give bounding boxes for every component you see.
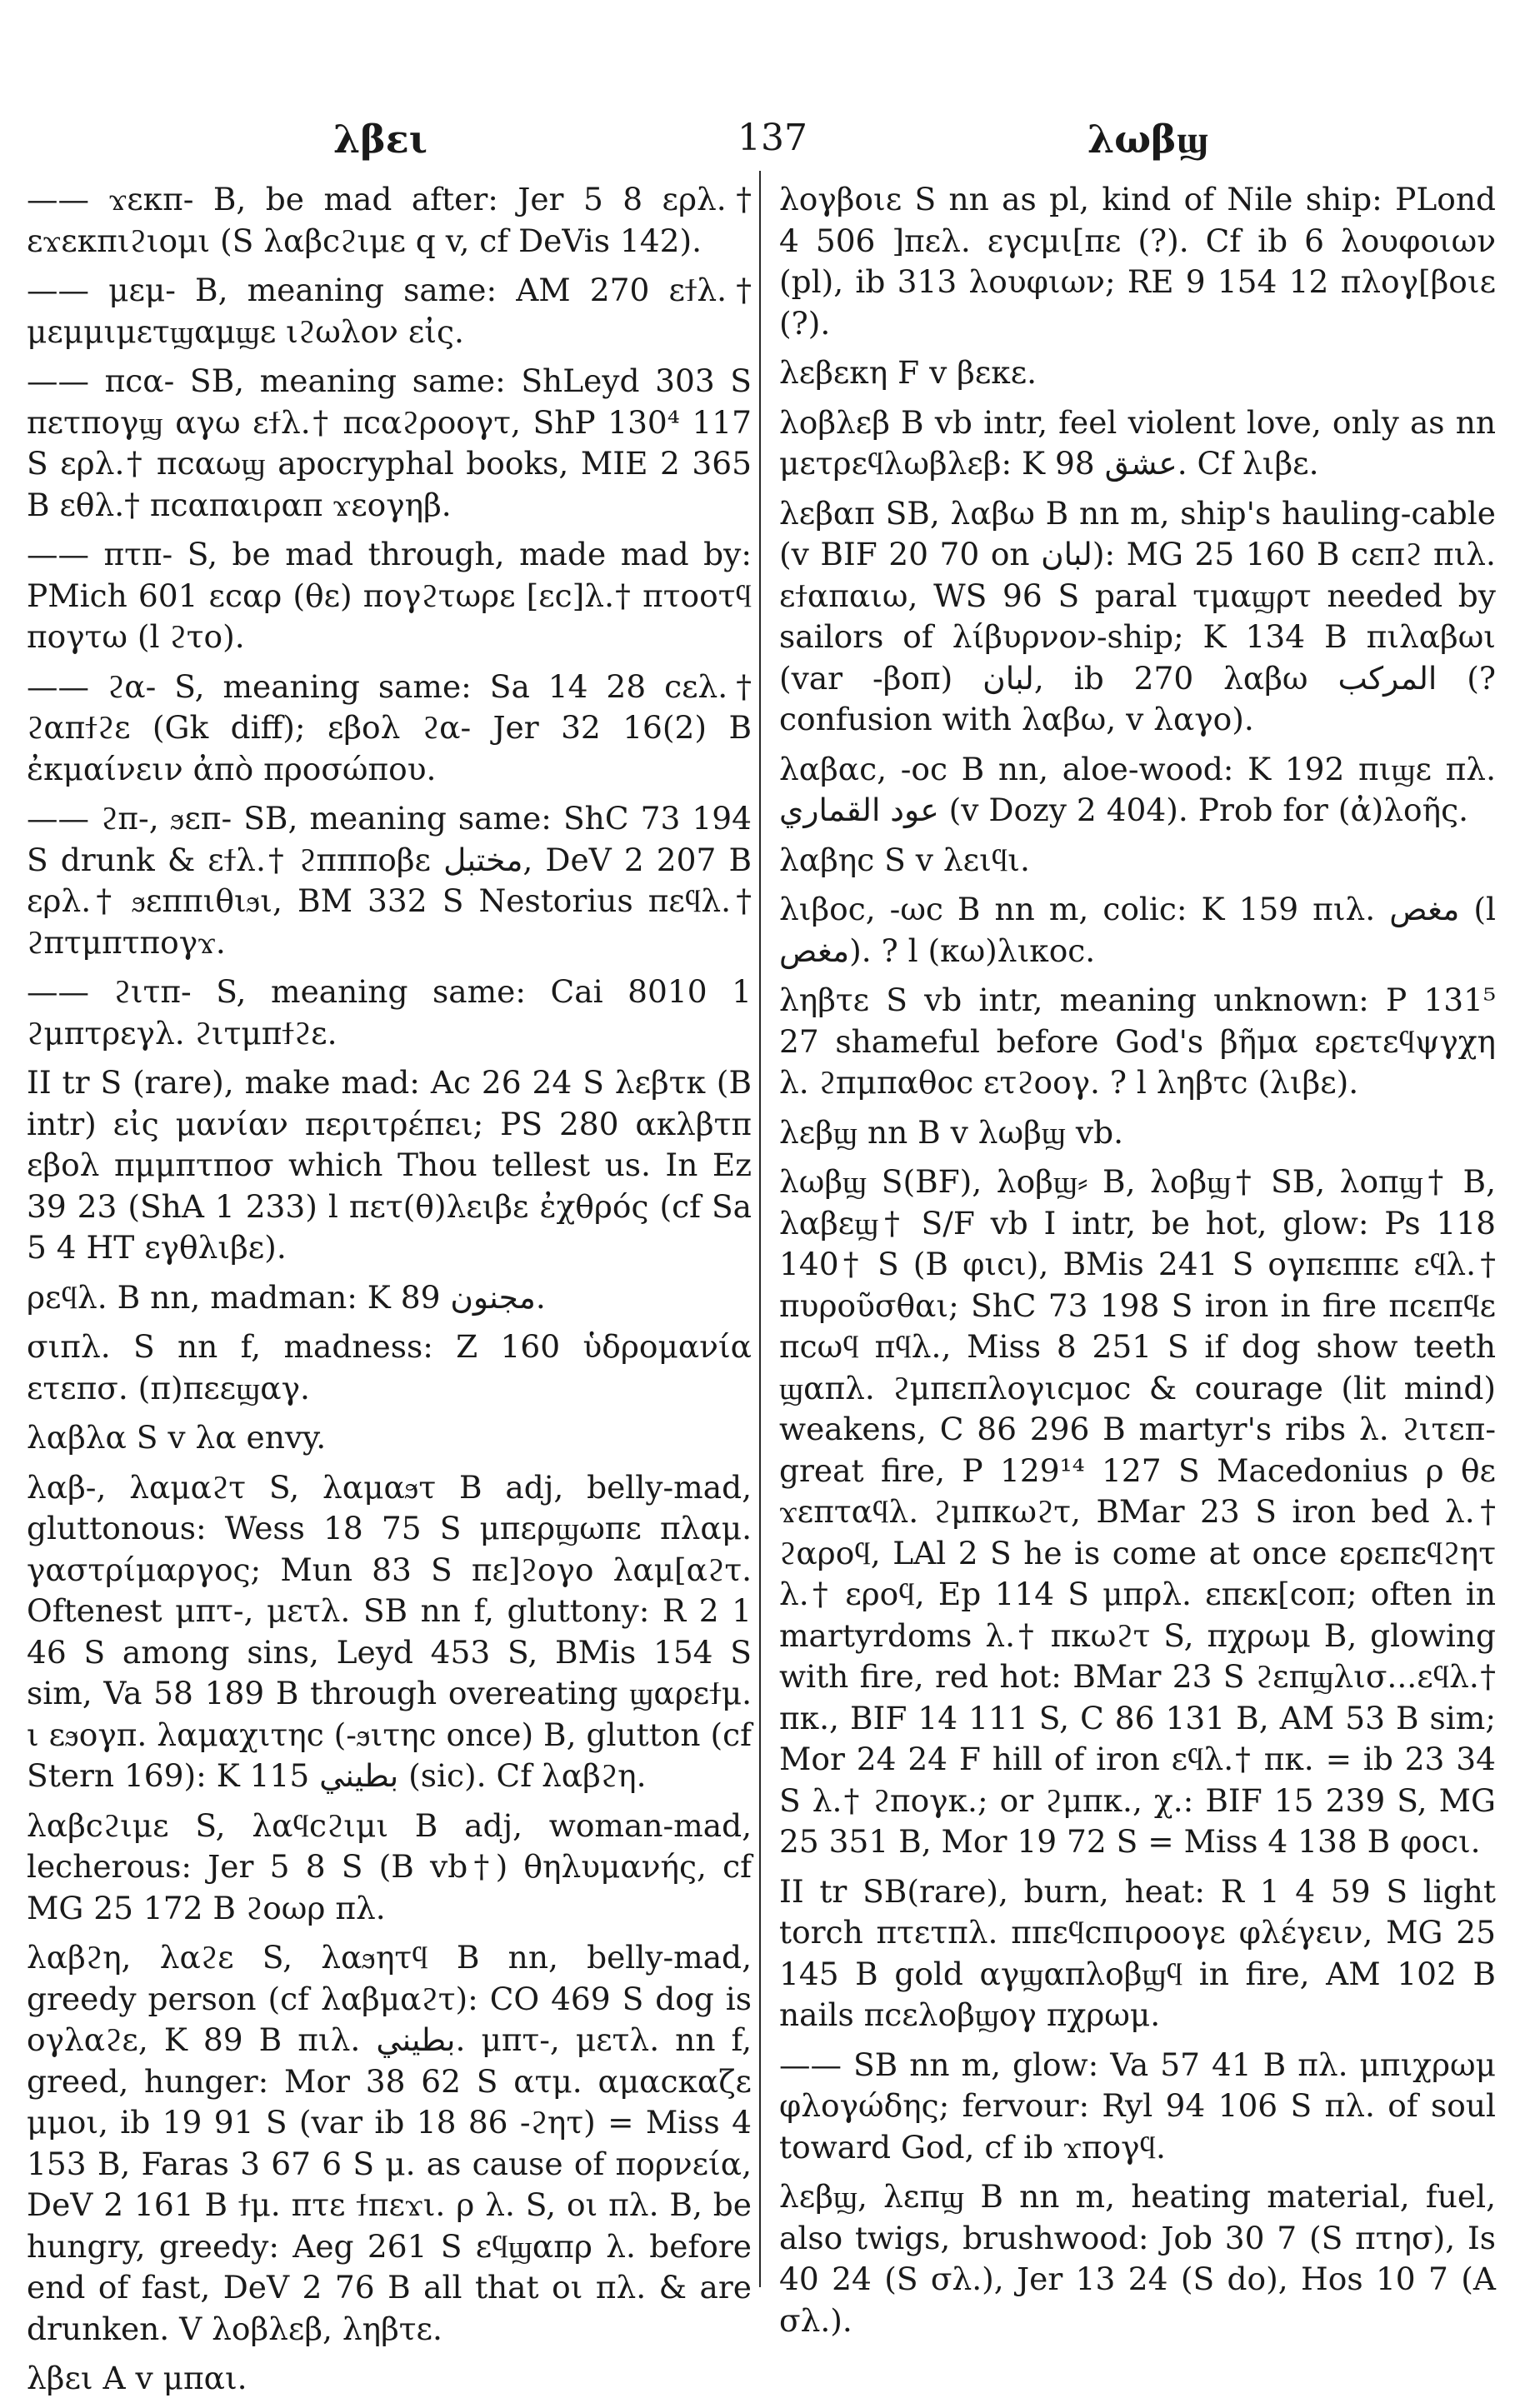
dictionary-entry: λεβαπ SB, λαβω B nn m, ship's hauling-cable (v BIF 20 70 on لبان): MG 25 160 B ϲεπϩ πιλ. εϯαπαιω, WS 96 S paral τμαϣρτ needed by sailors of λίβυρνον-ship; K 134 B πιλαβωι (var -βοπ) لبان, ib 270 λαβω المركب (? confusion with λαβω, v λαγο). [779,494,1496,737]
dictionary-entry: λβει A v μπαι. [27,2360,248,2396]
dictionary-entry: λαβϲϩιμε S, λαϥϲϩιμι B adj, woman-mad, lecherous: Jer 5 8 S (B vb†) θηλυμανής, cf MG 25 172 B ϩοωρ πλ. [27,1806,752,1926]
dictionary-entry: —— ϫεκπ- B, be mad after: Jer 5 8 ερλ.† εϫεκπιϩιομι (S λαβϲϩιμε q v, cf DeVis 142). [27,181,752,259]
dictionary-entry: λαβϩη, λαϩε S, λαϧητϥ B nn, belly-mad, greedy person (cf λαβμαϩτ): CO 469 S dog is ογλαϩε, K 89 B πιλ. بطيني. μπτ-, μετλ. nn f, greed, hunger: Mor 38 62 S ατμ. αμαϲκαζε μμοι, ib 19 91 S (var ib 18 86 -ϩητ) = Miss 4 153 B, Faras 3 67 6 S μ. as cause of πορνεία, DeV 2 161 B ϯμ. πτε ϯπεϫι. ρ λ. S, οι πλ. B, be hungry, greedy: Aeg 261 S εϥϣαπρ λ. before end of fast, DeV 2 76 B all that οι πλ. & are drunken. V λοβλεβ, ληβτε. [27,1939,752,2347]
dictionary-entry: σιπλ. S nn f, madness: Z 160 ὑδρομανία ετεπσ. (π)πεεϣαγ. [27,1328,752,1406]
dictionary-entry: λιβοϲ, -ωϲ B nn m, colic: K 159 πιλ. مغص (l مغص). ? l (κω)λικοϲ. [779,891,1497,969]
dictionary-entry: —— μεμ- B, meaning same: AM 270 εϯλ.† μεμμιμετϣαμϣε ιϩωλον εἰς. [27,272,752,350]
page-number: 137 [738,117,808,159]
dictionary-entry: —— ϩπ-, ϧεπ- SB, meaning same: ShC 73 194 S drunk & εϯλ.† ϩπππoβε مختبل, DeV 2 207 B ερλ.† ϧεππιθιϧι, BM 332 S Nestorius πεϥλ.† ϩπτμπτπογϫ. [27,800,752,961]
running-head-left: λβει [333,117,428,162]
dictionary-entry: —— ϩα- S, meaning same: Sa 14 28 ϲελ.† ϩαπϯϩε (Gk diff); εβολ ϩα- Jer 32 16(2) B ἐκμαίνειν ἀπὸ προσώπου. [27,667,752,787]
dictionary-entry: —— SB nn m, glow: Va 57 41 B πλ. μπιχρωμ φλογώδης; fervour: Ryl 94 106 S πλ. of soul toward God, cf ib ϫπογϥ. [779,2046,1496,2166]
dictionary-entry: λαβ-, λαμαϩτ S, λαμαϧτ B adj, belly-mad, gluttonous: Wess 18 75 S μπερϣωπε πλαμ. γαστρίμαργος; Mun 83 S πε]ϩογο λαμ[αϩτ. Oftenest μπτ-, μετλ. SB nn f, gluttony: R 2 1 46 S among sins, Leyd 453 S, BMis 154 S sim, Va 58 189 B through overeating ϣαρεϯμ. ι εϧογπ. λαμαχιτηϲ (-ϧιτηϲ once) B, glutton (cf Stern 169): K 115 بطيني (sic). Cf λαβϩη. [27,1468,752,1794]
dictionary-entry: λαβηϲ S v λειϥι. [779,841,1030,878]
dictionary-entry: λαβλα S v λα envy. [27,1419,327,1456]
dictionary-entry: ρεϥλ. B nn, madman: K 89 مجنون. [27,1278,546,1316]
dictionary-entry: λωβϣ S(BF), λοβϣ⸗ B, λοβϣ† SB, λοπϣ† B, λαβεϣ† S/F vb I intr, be hot, glow: Ps 118 140† S (B φιϲι), BMis 241 S ογπεππε εϥλ.† πυροῦσθαι; ShC 73 198 S iron in fire πϲεπϥε πϲωϥ πϥλ., Miss 8 251 S if dog show teeth ϣαπλ. ϩμπεπλογιϲμοϲ & courage (lit mind) weakens, C 86 296 B martyr's ribs λ. ϩιτεπ- great fire, P 129¹⁴ 127 S Macedonius ρ θε ϫεπταϥλ. ϩμπκωϩτ, BMar 23 S iron bed λ.† ϩαροϥ, LAl 2 S he is come at once ερεπεϥϩητ λ.† εροϥ, Ep 114 S μπρλ. επεκ[ϲοπ; often in martyrdoms λ.† πκωϩτ S, πχρωμ B, glowing with fire, red hot: BMar 23 S ϩεπϣλισ...εϥλ.† πκ., BIF 14 111 S, C 86 131 B, AM 53 B sim; Mor 24 24 F hill of iron εϥλ.† πκ. = ib 23 34 S λ.† ϩπογκ.; or ϩμπκ., χ.: BIF 15 239 S, MG 25 351 B, Mor 19 72 S = Miss 4 138 B φοϲι. [779,1163,1496,1860]
dictionary-entry: λαβαϲ, -οϲ B nn, aloe-wood: K 192 πιϣε πλ. عود القماري (v Dozy 2 404). Prob for (ἀ)λοῆς. [779,750,1496,828]
left-column [27,179,752,2408]
column-divider [759,171,761,2287]
dictionary-entry: λογβοιε S nn as pl, kind of Nile ship: PLond 4 506 ]πελ. εγϲμι[πε (?). Cf ib 6 λουφοιων (pl), ib 313 λουφιων; RE 9 154 12 πλογ[βοιε (?). [779,181,1496,342]
dictionary-entry: λοβλεβ B vb intr, feel violent love, only as nn μετρεϥλωβλεβ: K 98 عشق. Cf λιβε. [779,403,1496,482]
dictionary-entry: II tr SB(rare), burn, heat: R 1 4 59 S light torch πτετπλ. ππεϥϲπιροογε φλέγειν, MG 25 145 B gold αγϣαπλοβϣϥ in fire, AM 102 B nails πϲελοβϣογ πχρωμ. [779,1872,1496,2033]
dictionary-entry: —— πϲα- SB, meaning same: ShLeyd 303 S πετπογϣ αγω εϯλ.† πϲαϩροογτ, ShP 130⁴ 117 S ερλ.† πϲαωϣ apocryphal books, MIE 2 365 B εθλ.† πϲαπαιραπ ϫεογηβ. [27,362,752,523]
dictionary-entry: λεβεκη F v βεκε. [779,354,1038,391]
dictionary-entry: II tr S (rare), make mad: Ac 26 24 S λεβτκ (B intr) εἰς μανίαν περιτρέπει; PS 280 ακλβτπ εβολ πμμπτποσ which Thou tellest us. In Ez 39 23 (ShA 1 233) l πετ(θ)λειβε ἐχθρός (cf Sa 5 4 HT εγθλιβε). [27,1064,752,1266]
right-column [779,179,1496,2350]
dictionary-entry: λεβϣ nn B v λωβϣ vb. [779,1113,1123,1151]
dictionary-entry: —— ϩιτπ- S, meaning same: Cai 8010 1 ϩμπτρεγλ. ϩιτμπϯϩε. [27,973,752,1052]
dictionary-entry: λεβϣ, λεπϣ B nn m, heating material, fuel, also twigs, brushwood: Job 30 7 (S πτησ), Is 40 24 (S σλ.), Jer 13 24 (S do), Hos 10 7 (A σλ.). [779,2178,1496,2339]
dictionary-entry: —— πτπ- S, be mad through, made mad by: PMich 601 εϲαρ (θε) πογϩτωρε [εϲ]λ.† πτοοτϥ πογτω (l ϩτο). [27,536,752,655]
dictionary-entry: ληβτε S vb intr, meaning unknown: P 131⁵ 27 shameful before God's βῆμα ερετεϥψγχη λ. ϩπμπαθοϲ ετϩοογ. ? l ληβτϲ (λιβε). [779,982,1496,1101]
running-head-right: λωβϣ [1088,117,1208,162]
